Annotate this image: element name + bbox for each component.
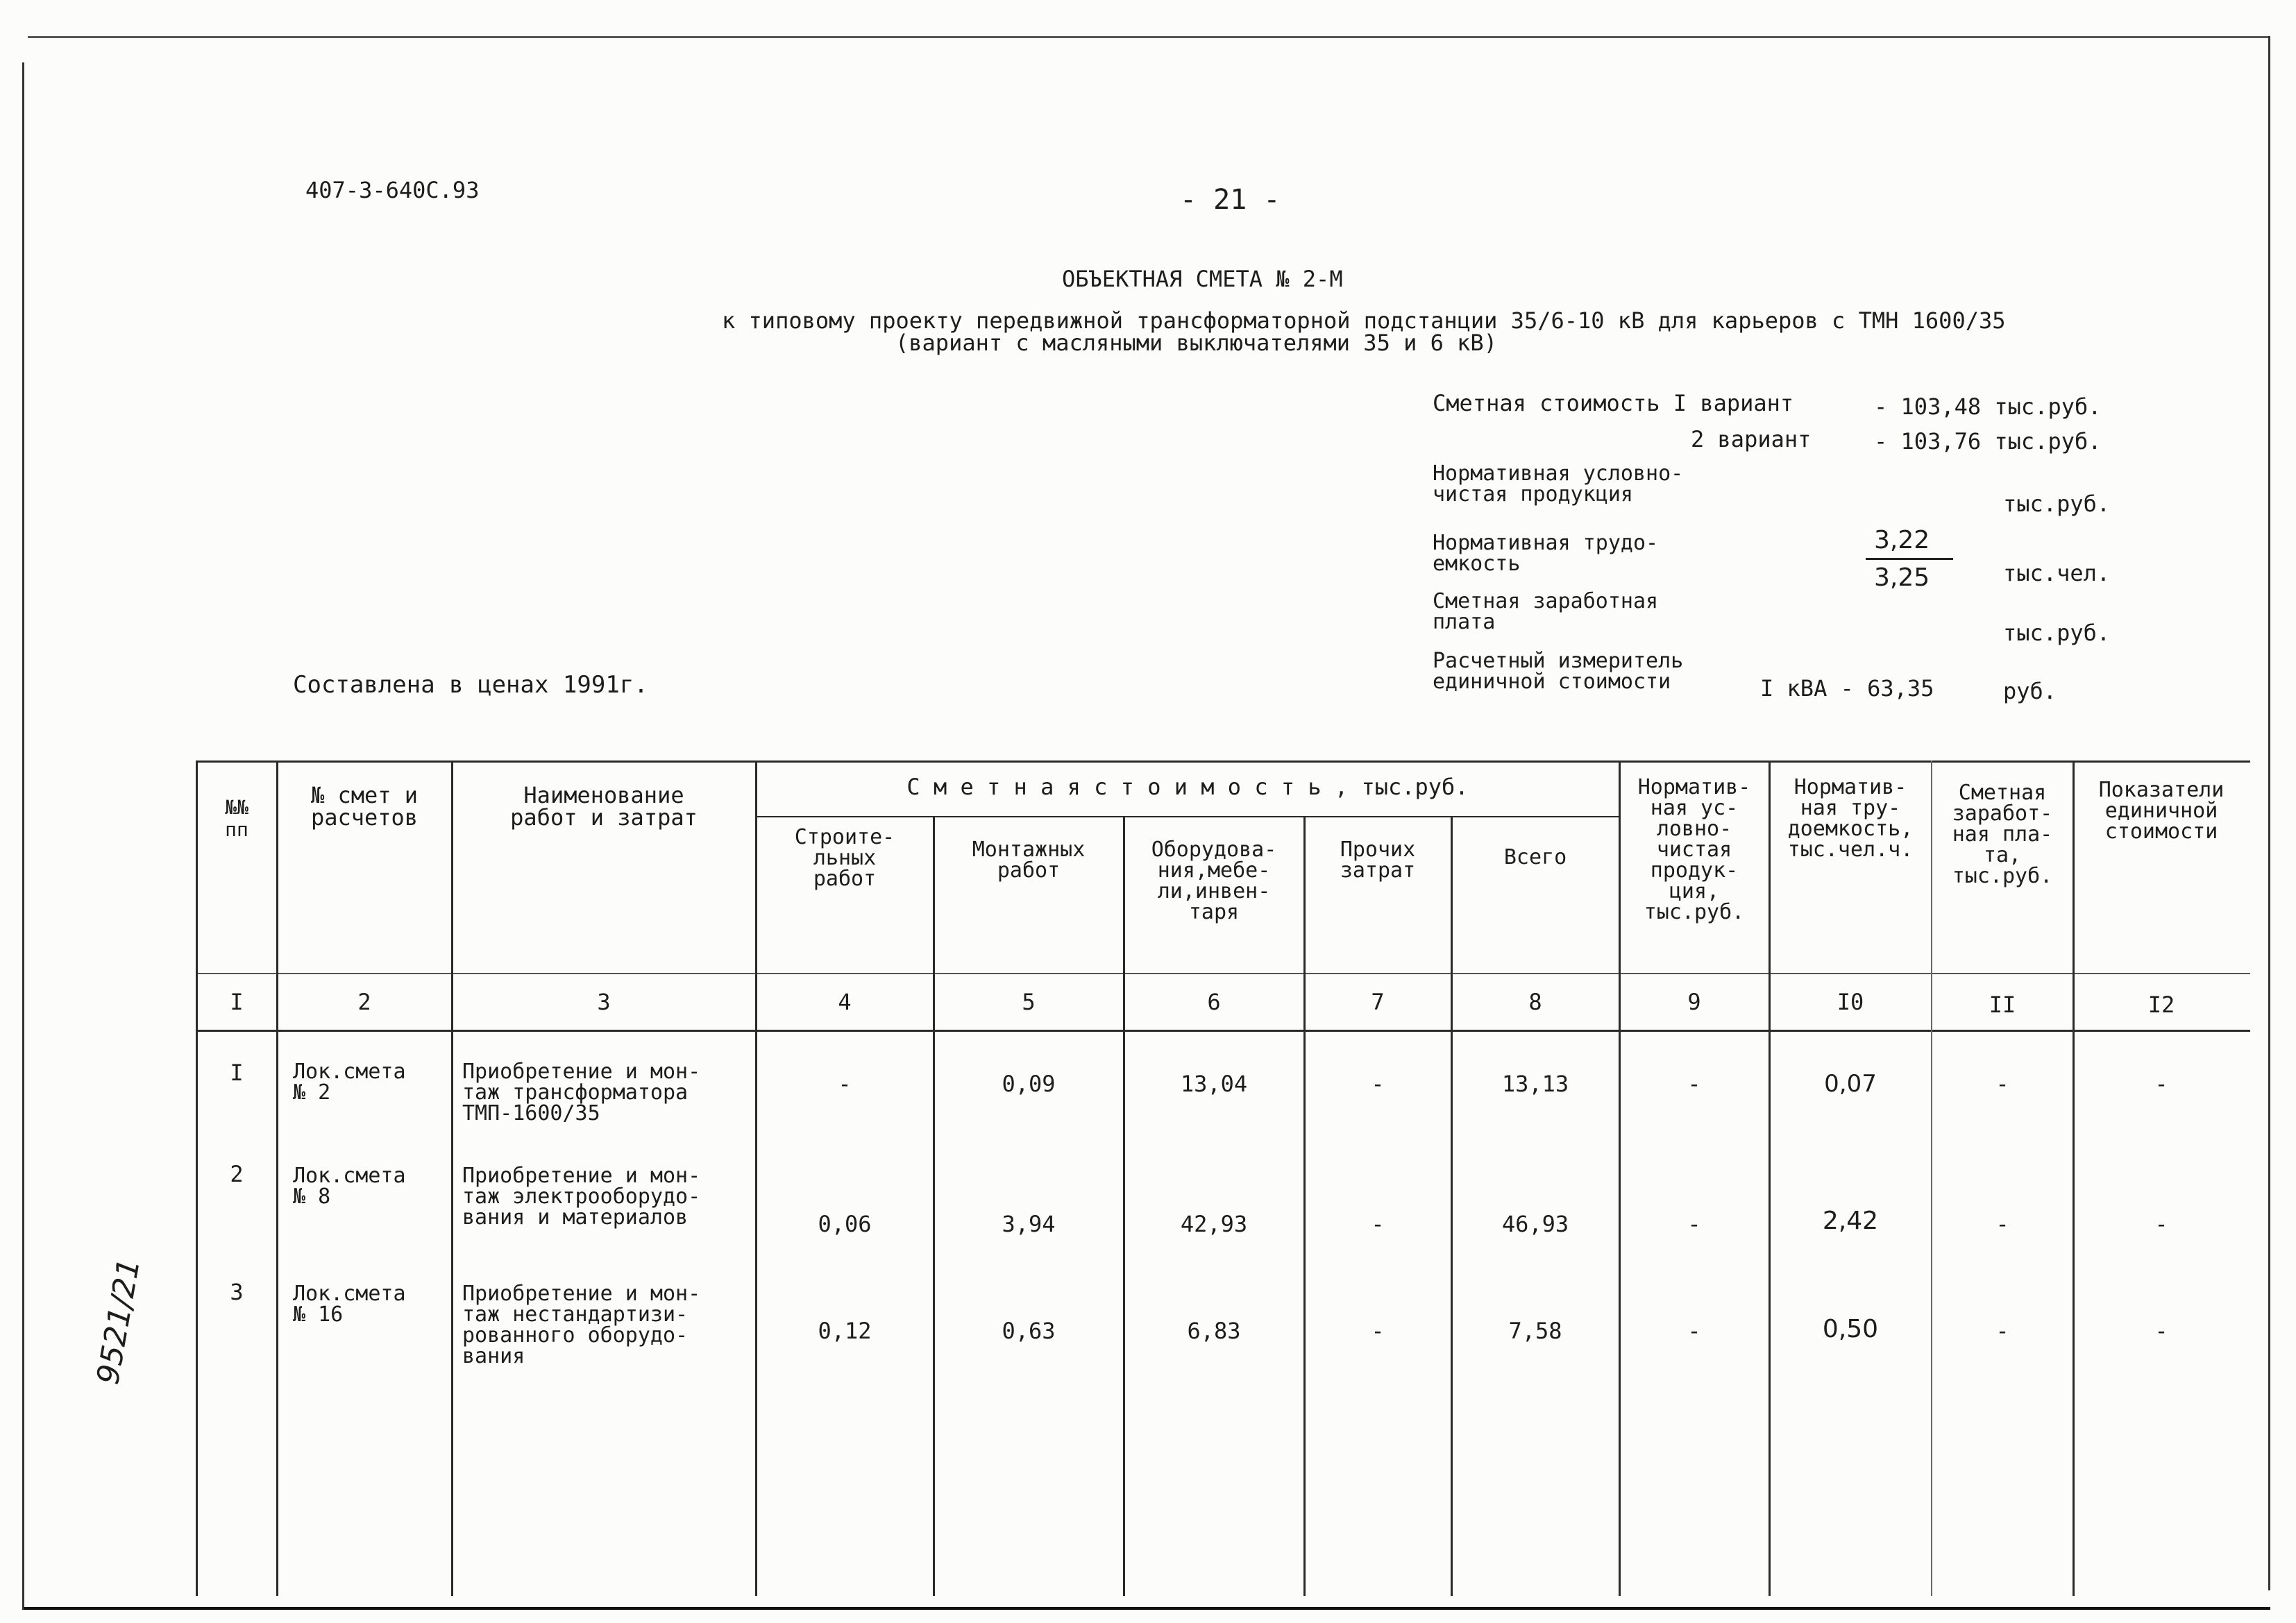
unit-meter-value: I кВА - 63,35 (1760, 675, 1934, 702)
doc-subtitle-1: к типовому проекту передвижной трансформаторной подстанции 35/6-10 кВ для карьеров с ТМН 1600/35 (722, 307, 2006, 334)
frame-left (22, 62, 24, 1610)
cost-variant-2: - 103,76 тыс.руб. (1874, 428, 2102, 454)
header-other: Прочих затрат (1340, 838, 1416, 883)
other-cost: - (1371, 1318, 1385, 1344)
col-number-9: 9 (1687, 989, 1701, 1015)
row-number: 3 (230, 1279, 244, 1305)
header-cost-group: С м е т н а я с т о и м о с т ь , тыс.руб. (906, 774, 1469, 800)
estimate-ref: Лок.смета № 16 (293, 1282, 406, 1327)
wage-value: - (1995, 1071, 2009, 1097)
doc-title: ОБЪЕКТНАЯ СМЕТА № 2-М (1062, 266, 1343, 292)
col-line-2 (451, 760, 453, 1596)
installation-cost: 0,63 (1002, 1318, 1056, 1344)
col-number-1: I (230, 989, 244, 1015)
col-number-2: 2 (357, 989, 371, 1015)
col-line-1 (276, 760, 278, 1596)
work-name: Приобретение и мон- таж трансформатора ТМП-1600/35 (462, 1060, 701, 1125)
labor-unit: тыс.чел. (2003, 560, 2111, 586)
wage-unit: тыс.руб. (2003, 620, 2111, 646)
unit-indicator-value: - (2154, 1071, 2168, 1097)
header-net-product: Норматив- ная ус- ловно- чистая продук- ция, тыс.руб. (1637, 775, 1751, 924)
installation-cost: 0,09 (1002, 1071, 1056, 1097)
frame-top (28, 36, 2270, 38)
col-line-7 (1451, 817, 1453, 1596)
other-cost: - (1371, 1211, 1385, 1237)
col-line-11 (2073, 760, 2075, 1596)
equipment-cost: 6,83 (1187, 1318, 1241, 1344)
col-number-6: 6 (1207, 989, 1221, 1015)
page-number: - 21 - (1180, 184, 1281, 216)
col-line-9 (1769, 760, 1771, 1596)
row-number: I (230, 1060, 244, 1086)
cost-label: Сметная стоимость I вариант (1433, 390, 1794, 416)
total-cost: 46,93 (1501, 1211, 1569, 1237)
col-line-4 (933, 817, 935, 1596)
header-equipment: Оборудова- ния,мебе- ли,инвен- таря (1151, 838, 1277, 924)
header-total: Всего (1503, 845, 1567, 869)
labor-value: 2,42 (1822, 1207, 1879, 1235)
doc-code: 407-3-640С.93 (305, 177, 480, 203)
work-name: Приобретение и мон- таж электрооборудо- вания и материалов (462, 1164, 701, 1230)
header-construction: Строите- льных работ (794, 825, 895, 891)
net-product-value: - (1687, 1211, 1701, 1237)
col-line-6 (1303, 817, 1306, 1596)
net-product-unit: тыс.руб. (2003, 491, 2111, 517)
wage-value: - (1995, 1318, 2009, 1344)
header-row-number: №№ пп (225, 796, 248, 841)
frame-right (2268, 36, 2270, 1590)
labor-value: 0,50 (1822, 1315, 1879, 1343)
construction-cost: - (838, 1071, 852, 1097)
other-cost: - (1371, 1071, 1385, 1097)
labor-label: Нормативная трудо- емкость (1433, 531, 1659, 576)
doc-subtitle-2: (вариант с масляными выключателями 35 и 6 кВ) (895, 330, 1497, 356)
wage-label: Сметная заработная плата (1433, 589, 1659, 634)
col-number-7: 7 (1371, 989, 1385, 1015)
labor-variant-2: 3,25 (1874, 563, 1930, 592)
header-bottom-line (196, 973, 2250, 974)
col-number-4: 4 (838, 989, 852, 1015)
header-installation: Монтажных работ (972, 838, 1086, 883)
header-estimate-ref: № смет и расчетов (310, 782, 419, 831)
labor-fraction-line (1866, 558, 1953, 560)
col-line-5 (1123, 817, 1125, 1596)
row-number: 2 (230, 1161, 244, 1187)
header-labor: Норматив- ная тру- доемкость, тыс.чел.ч. (1787, 775, 1914, 862)
installation-cost: 3,94 (1002, 1211, 1056, 1237)
margin-handwritten-note: 9521/21 (90, 1255, 147, 1387)
colnum-bottom-line (196, 1030, 2250, 1032)
group-header-line (755, 816, 1619, 817)
prices-note: Составлена в ценах 1991г. (293, 671, 648, 699)
col-number-10: I0 (1837, 989, 1864, 1015)
net-product-value: - (1687, 1318, 1701, 1344)
unit-meter-unit: руб. (2003, 678, 2057, 704)
col-number-8: 8 (1528, 989, 1542, 1015)
header-wages: Сметная заработ- ная пла- та, тыс.руб. (1952, 781, 2053, 888)
net-product-label: Нормативная условно- чистая продукция (1433, 461, 1684, 507)
net-product-value: - (1687, 1071, 1701, 1097)
col-number-11: II (1989, 992, 2016, 1018)
cost-variant-1: - 103,48 тыс.руб. (1874, 393, 2102, 420)
header-unit-indicators: Показатели единичной стоимости (2098, 778, 2225, 844)
col-number-12: I2 (2147, 992, 2175, 1018)
total-cost: 7,58 (1508, 1318, 1562, 1344)
frame-bottom (24, 1607, 2270, 1610)
cost-variant-2-label: 2 вариант (1691, 426, 1812, 452)
construction-cost: 0,12 (818, 1318, 872, 1344)
total-cost: 13,13 (1501, 1071, 1569, 1097)
unit-meter-label: Расчетный измеритель единичной стоимости (1433, 649, 1684, 694)
labor-variant-1: 3,22 (1874, 526, 1930, 554)
unit-indicator-value: - (2154, 1318, 2168, 1344)
work-name: Приобретение и мон- таж нестандартизи- рованного оборудо- вания (462, 1282, 701, 1368)
labor-value: 0,07 (1824, 1070, 1877, 1098)
col-number-5: 5 (1022, 989, 1036, 1015)
unit-indicator-value: - (2154, 1211, 2168, 1237)
table-top-line (196, 760, 2250, 763)
equipment-cost: 42,93 (1180, 1211, 1248, 1237)
header-work-name: Наименование работ и затрат (510, 782, 698, 831)
construction-cost: 0,06 (818, 1211, 872, 1237)
estimate-ref: Лок.смета № 2 (293, 1060, 406, 1105)
estimate-ref: Лок.смета № 8 (293, 1164, 406, 1209)
wage-value: - (1995, 1211, 2009, 1237)
col-number-3: 3 (597, 989, 611, 1015)
equipment-cost: 13,04 (1180, 1071, 1248, 1097)
